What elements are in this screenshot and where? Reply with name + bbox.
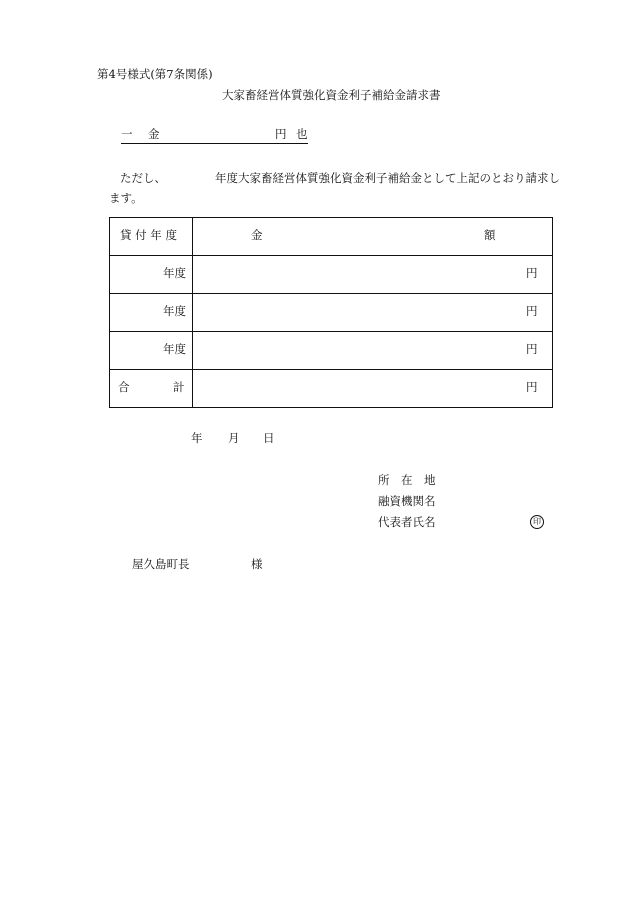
- total-yen-label: 円: [526, 380, 538, 394]
- total-label-kei: 計: [173, 380, 185, 394]
- amount-kin: 金: [148, 127, 160, 141]
- header-amount-kin: 金: [251, 228, 263, 242]
- table-row: [110, 294, 553, 332]
- date-day-label: 日: [263, 431, 275, 445]
- total-amount-cell: [193, 370, 553, 408]
- seal-mark-icon: 印: [530, 515, 544, 529]
- year-label: 年度: [163, 266, 186, 280]
- loan-year-cell: [110, 256, 193, 294]
- representative-name-label: 代表者氏名: [378, 515, 436, 529]
- date-year-label: 年: [191, 431, 203, 445]
- table-row: [110, 256, 553, 294]
- amount-cell: [193, 332, 553, 370]
- total-label-cell: [110, 370, 193, 408]
- header-loan-year: [110, 218, 193, 256]
- institution-name-label: 融資機関名: [378, 494, 436, 508]
- amount-nari: 也: [296, 127, 308, 141]
- addressee-name: 屋久島町長: [132, 557, 190, 571]
- header-amount-gaku: 額: [484, 228, 496, 242]
- amount-cell: [193, 256, 553, 294]
- table-header-row: [110, 218, 553, 256]
- amount-ichi: 一: [121, 127, 133, 141]
- address-label: 所 在 地: [378, 473, 436, 487]
- amount-line: [121, 129, 308, 144]
- year-label: 年度: [163, 342, 186, 356]
- body-text-line2: ます。: [109, 191, 143, 205]
- total-label-go: 合: [118, 380, 130, 394]
- table-total-row: [110, 370, 553, 408]
- loan-year-cell: [110, 332, 193, 370]
- year-label: 年度: [163, 304, 186, 318]
- date-month-label: 月: [228, 431, 240, 445]
- body-prefix: ただし、: [120, 171, 166, 185]
- form-number: 第4号様式(第7条関係): [97, 67, 213, 81]
- loan-amount-table: [109, 217, 553, 408]
- addressee-honorific: 様: [251, 557, 263, 571]
- header-loan-year-label: 貸 付 年 度: [120, 228, 177, 242]
- amount-yen: 円: [275, 127, 287, 141]
- yen-label: 円: [526, 266, 538, 280]
- amount-cell: [193, 294, 553, 332]
- yen-label: 円: [526, 342, 538, 356]
- header-amount: [193, 218, 553, 256]
- table-row: [110, 332, 553, 370]
- body-text-line1: 年度大家畜経営体質強化資金利子補給金として上記のとおり請求し: [215, 171, 560, 185]
- yen-label: 円: [526, 304, 538, 318]
- loan-year-cell: [110, 294, 193, 332]
- document-title: 大家畜経営体質強化資金利子補給金請求書: [222, 88, 441, 102]
